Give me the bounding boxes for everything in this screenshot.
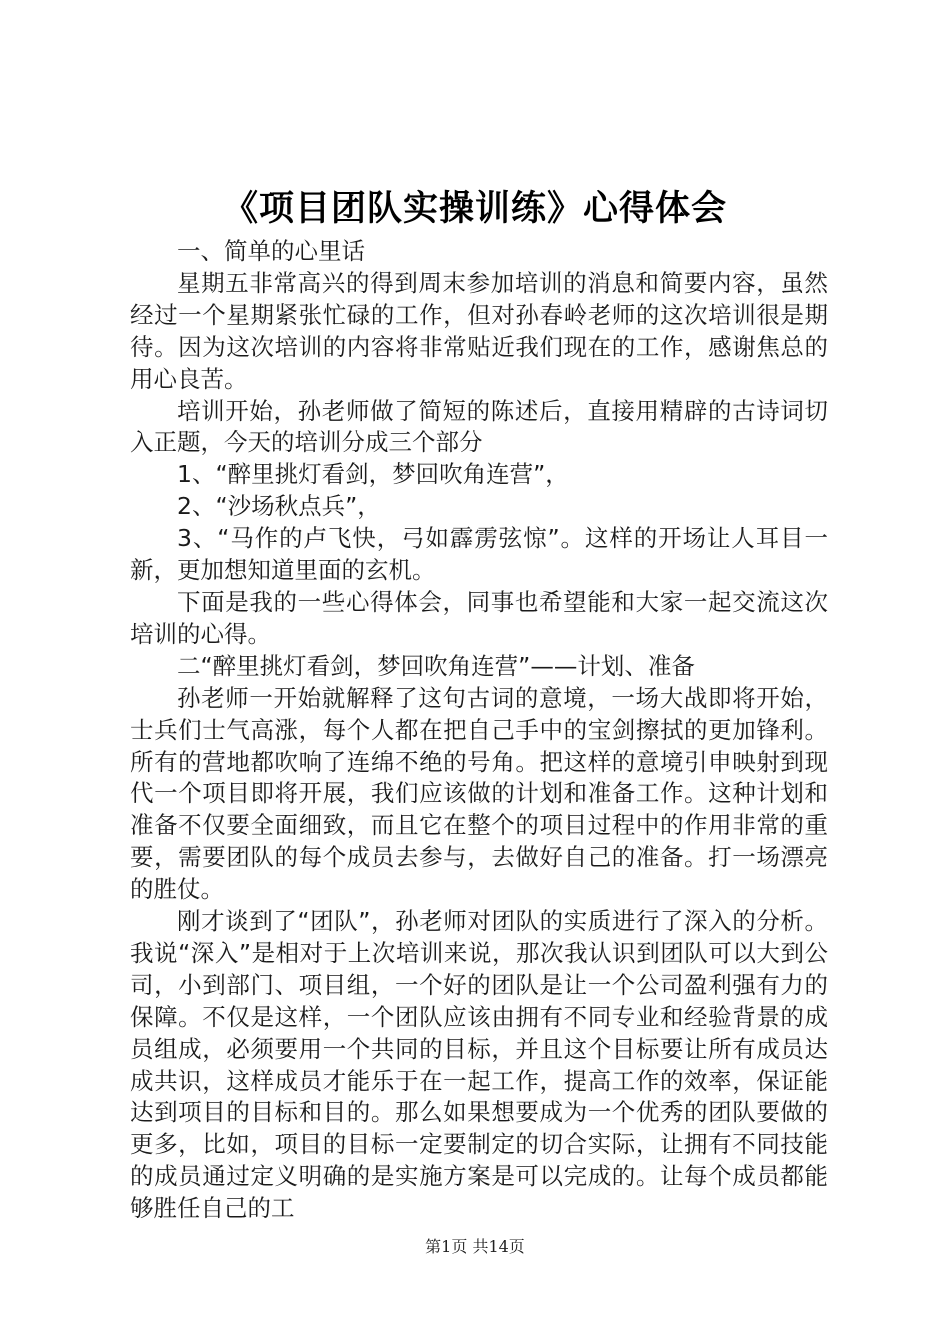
list-item: 2、“沙场秋点兵”， bbox=[177, 492, 381, 521]
list-item: 3、“马作的卢飞快，弓如霹雳弦惊”。这样的开场让人耳目一新，更加想知道里面的玄机。 bbox=[130, 524, 828, 585]
list-item: 1、“醉里挑灯看剑，梦回吹角连营”， bbox=[177, 460, 569, 489]
page-footer: 第1页 共14页 bbox=[425, 1237, 525, 1256]
document-title: 《项目团队实操训练》心得体会 bbox=[222, 188, 727, 229]
section-heading: 一、简单的心里话 bbox=[177, 237, 365, 265]
paragraph: 下面是我的一些心得体会，同事也希望能和大家一起交流这次培训的心得。 bbox=[130, 587, 828, 648]
paragraph: 孙老师一开始就解释了这句古词的意境，一场大战即将开始，士兵们士气高涨，每个人都在把自己手中的宝剑擦拭的更加锋利。所有的营地都吹响了连绵不绝的号角。把这样的意境引申映射到现代一个项目即将开展，我们应该做的计划和准备工作。这种计划和准备不仅要全面细致，而且它在整个的项目过程中的作用非常的重要，需要团队的每个成员去参与，去做好自己的准备。打一场漂亮的胜仗。 bbox=[130, 683, 828, 904]
paragraph: 培训开始，孙老师做了简短的陈述后，直接用精辟的古诗词切入正题，今天的培训分成三个部分 bbox=[130, 396, 828, 457]
paragraph: 星期五非常高兴的得到周末参加培训的消息和简要内容，虽然经过一个星期紧张忙碌的工作，但对孙春岭老师的这次培训很是期待。因为这次培训的内容将非常贴近我们现在的工作，感谢焦总的用心良苦。 bbox=[130, 268, 828, 393]
section-heading: 二“醉里挑灯看剑，梦回吹角连营”——计划、准备 bbox=[177, 651, 695, 680]
paragraph: 刚才谈到了“团队”，孙老师对团队的实质进行了深入的分析。我说“深入”是相对于上次培训来说，那次我认识到团队可以大到公司，小到部门、项目组，一个好的团队是让一个公司盈利强有力的保障。不仅是这样，一个团队应该由拥有不同专业和经验背景的成员组成，必须要用一个共同的目标，并且这个目标要让所有成员达成共识，这样成员才能乐于在一起工作，提高工作的效率，保证能达到项目的目标和目的。那么如果想要成为一个优秀的团队要做的更多，比如，项目的目标一定要制定的切合实际，让拥有不同技能的成员通过定义明确的是实施方案是可以完成的。让每个成员都能够胜任自己的工 bbox=[130, 907, 828, 1223]
document-body bbox=[130, 236, 828, 1225]
